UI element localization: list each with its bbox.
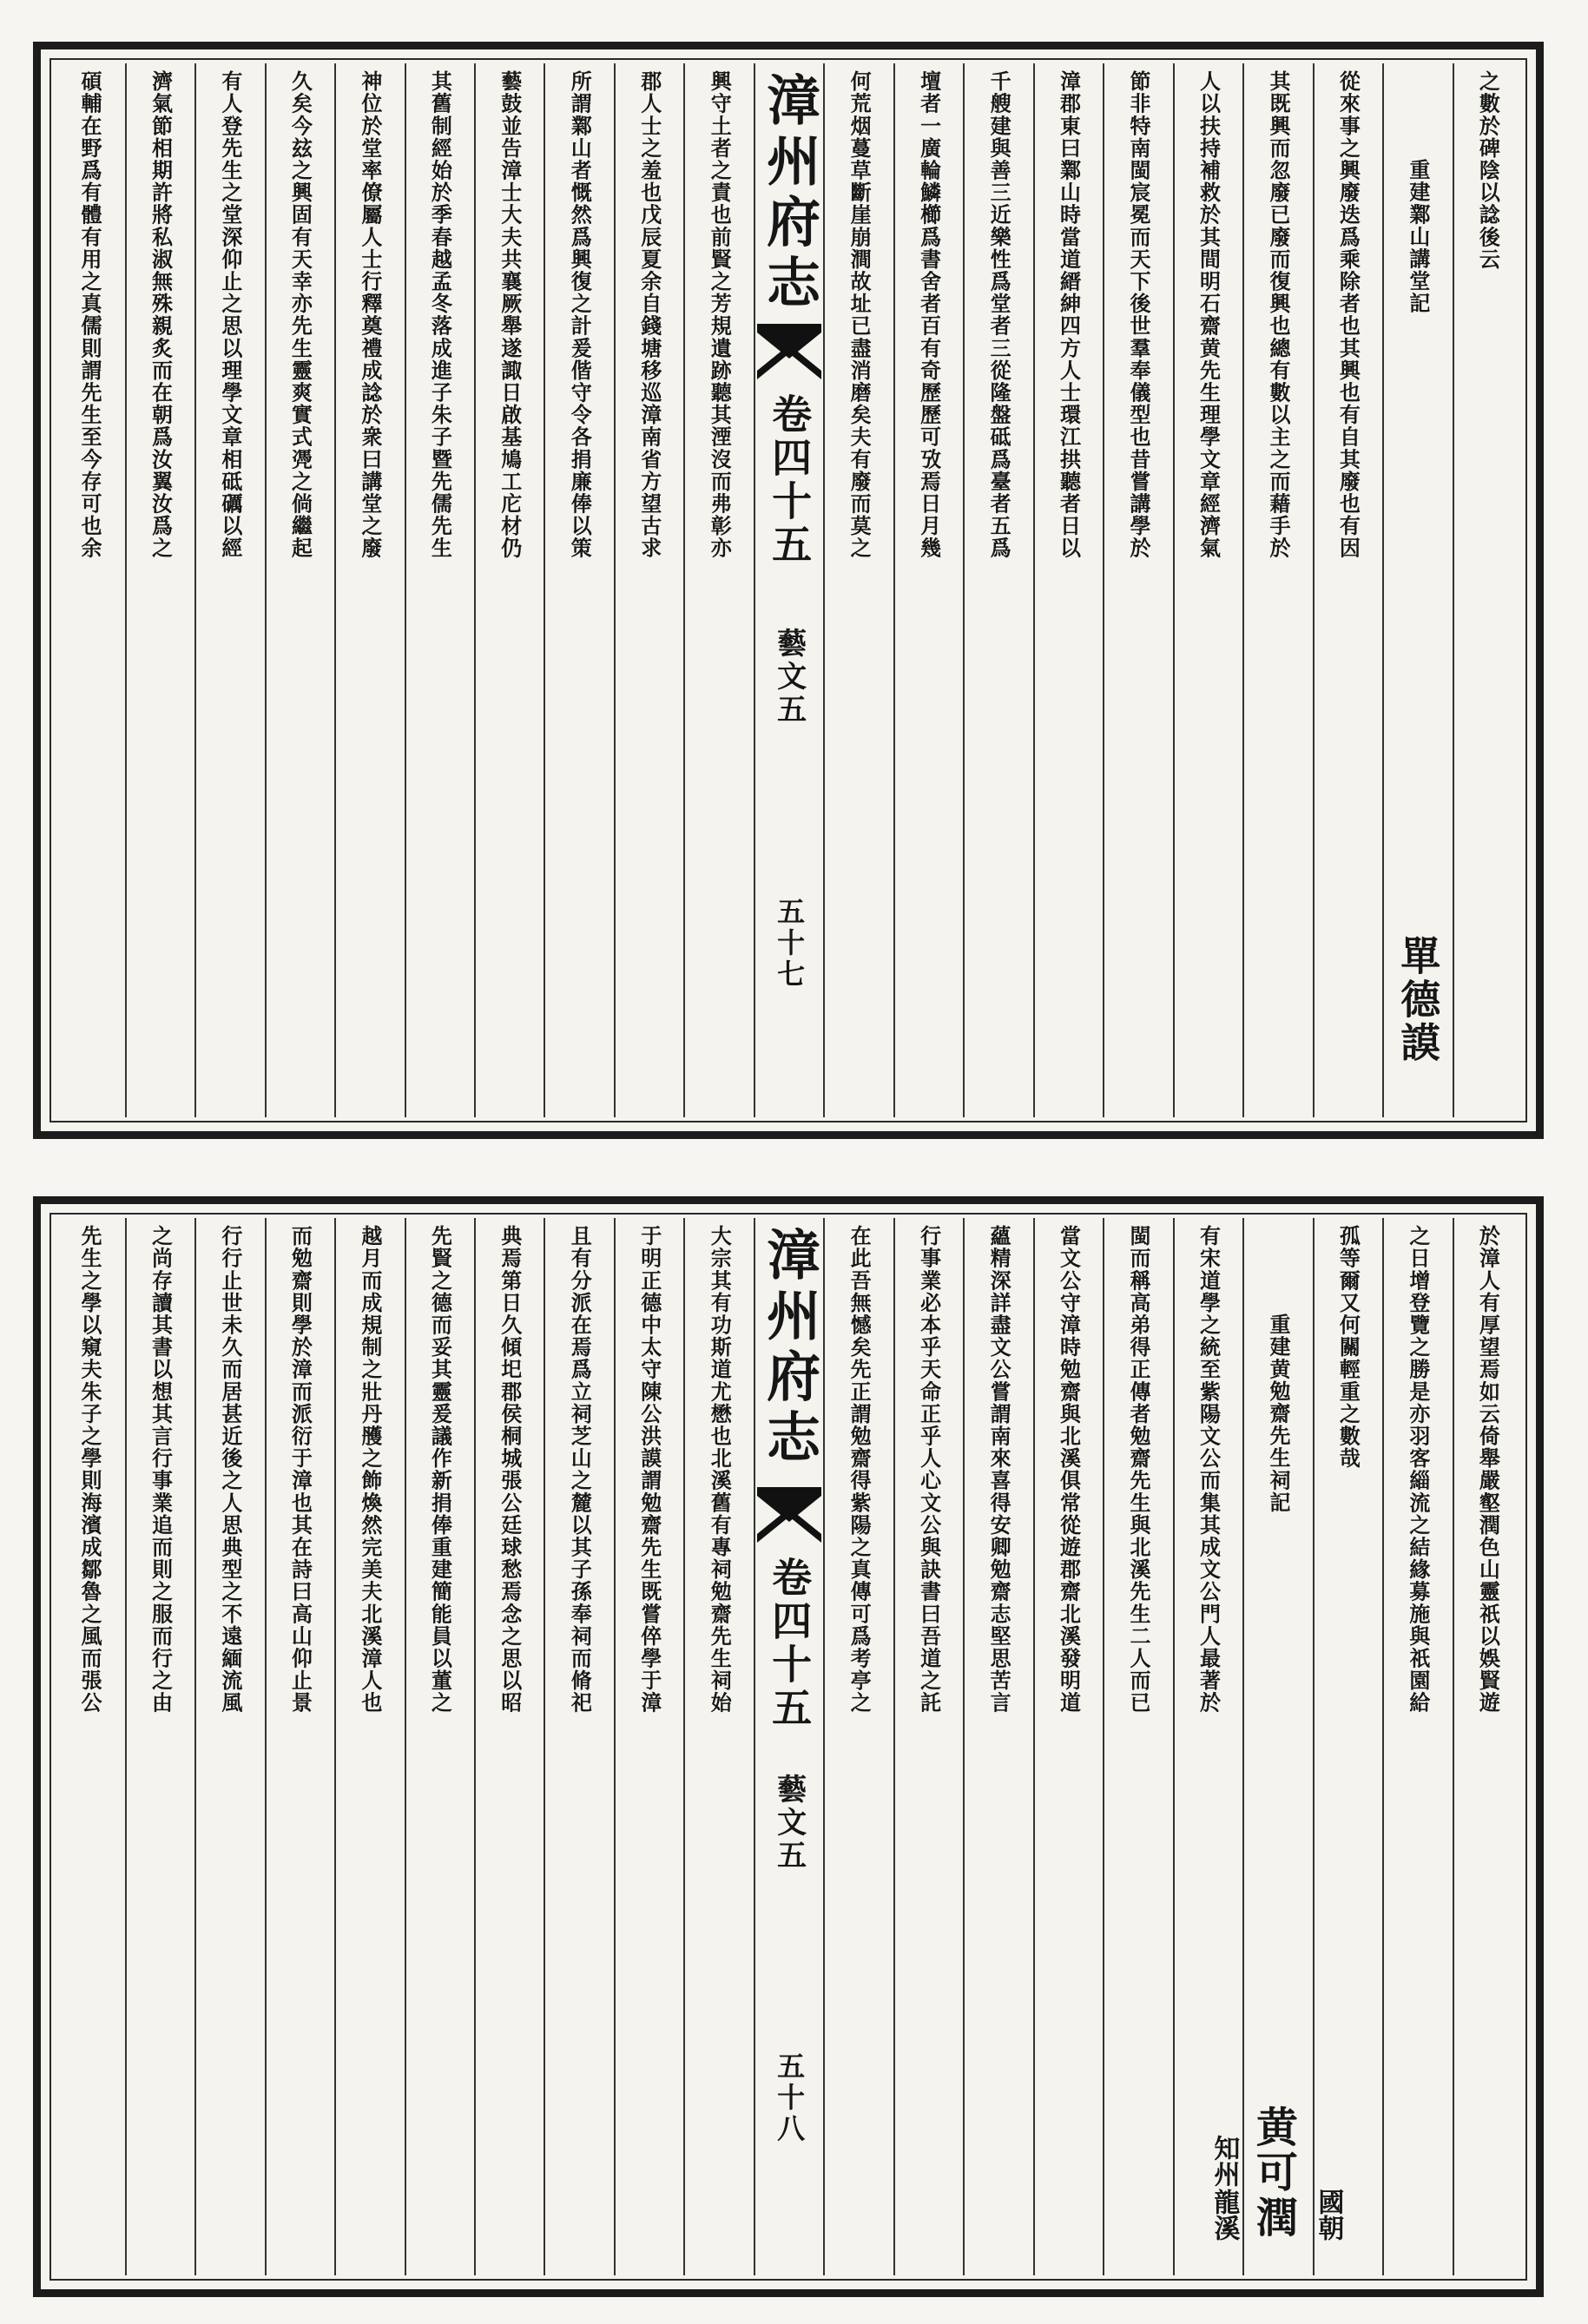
- column-text: 興守土者之責也前賢之芳規遺跡聽其湮沒而弗彰亦: [707, 70, 733, 560]
- column-text: 之數於碑陰以諗後云: [1475, 70, 1501, 271]
- column: [1382, 63, 1452, 1117]
- column: [55, 63, 124, 1117]
- column-text: 碩輔在野爲有體有用之真儒則謂先生至今存可也余: [76, 70, 102, 560]
- column: [1313, 63, 1382, 1117]
- column: [334, 63, 404, 1117]
- fish-tail-mark-icon: [757, 1487, 821, 1543]
- top-page: [33, 42, 1544, 1139]
- section-name: 藝文五: [771, 628, 807, 727]
- column-text: 節非特南閩宸冕而天下後世羣奉儀型也昔嘗講學於: [1126, 70, 1152, 560]
- column-text: 其既興而忽廢已廢而復興也總有數以主之而藉手於: [1265, 70, 1291, 560]
- column: [265, 63, 334, 1117]
- column-text: 壇者一廣輪鱗櫛爲書舍者百有奇歷歷可攷焉日月幾: [916, 70, 942, 560]
- column-text: 所謂鄴山者慨然爲興復之計爰偕守令各捐廉俸以策: [567, 70, 593, 560]
- page-number: 五十八: [773, 2051, 807, 2145]
- column: [1382, 1218, 1452, 2275]
- author-note-line: 龍溪: [1209, 2189, 1240, 2241]
- column: [405, 63, 474, 1117]
- column-text: 越月而成規制之壯丹雘之飾煥然完美夫北溪漳人也: [357, 1225, 383, 1715]
- column-text: 千艘建與善三近樂性爲堂者三從隆盤砥爲臺者五爲: [986, 70, 1012, 560]
- essay-title: 重建黄勉齋先生祠記: [1265, 1313, 1291, 1514]
- fish-tail-mark-icon: [757, 324, 821, 379]
- column: [1033, 63, 1103, 1117]
- column-text: 有人登先生之堂深仰止之思以理學文章相砥礪以經: [217, 70, 243, 560]
- column-text: 有宋道學之統至紫陽文公而集其成文公門人最著於: [1196, 1225, 1222, 1715]
- column: [544, 1218, 613, 2275]
- column-text: 何荒烟蔓草斷崖崩澗故址已盡消磨矣夫有廢而莫之: [847, 70, 873, 560]
- column: [893, 63, 963, 1117]
- column-text: 而勉齋則學於漳而派衍于漳也其在詩曰高山仰止景: [287, 1225, 313, 1715]
- column-text: 孤等爾又何關輕重之數哉: [1335, 1225, 1361, 1470]
- center-heading-column: [754, 1218, 823, 2275]
- column: [1033, 1218, 1103, 2275]
- column-text: 行行止世未久而居甚近後之人思典型之不遠緬流風: [217, 1225, 243, 1715]
- column-text: 人以扶持補救於其間明石齋黄先生理學文章經濟氣: [1196, 70, 1222, 560]
- column-text: 先生之學以窺夫朱子之學則海濱成鄒魯之風而張公: [76, 1225, 102, 1715]
- book-title: 漳州府志: [757, 72, 821, 315]
- author-note-line: 知州: [1209, 2135, 1240, 2187]
- column-text: 當文公守漳時勉齋與北溪俱常從遊郡齋北溪發明道: [1056, 1225, 1082, 1715]
- column-text: 大宗其有功斯道尤懋也北溪舊有專祠勉齋先生祠始: [707, 1225, 733, 1715]
- book-title: 漳州府志: [757, 1227, 821, 1470]
- column: [893, 1218, 963, 2275]
- column: [1173, 1218, 1242, 2275]
- column: [963, 1218, 1032, 2275]
- column: [474, 1218, 544, 2275]
- column-text: 先賢之德而妥其靈爰議作新捐俸重建簡能員以董之: [427, 1225, 453, 1715]
- column: [683, 1218, 753, 2275]
- column: [614, 1218, 683, 2275]
- column-text: 藝鼓並告漳士大夫共襄厥舉遂諏日啟基鳩工庀材仍: [497, 70, 523, 560]
- column: [1103, 1218, 1172, 2275]
- column-text: 閩而稱高弟得正傳者勉齋先生與北溪先生二人而已: [1126, 1225, 1152, 1715]
- column: [1453, 63, 1522, 1117]
- column: [1103, 63, 1172, 1117]
- column-text: 行事業必本乎天命正乎人心文公與訣書曰吾道之託: [916, 1225, 942, 1715]
- column: [265, 1218, 334, 2275]
- top-columns: [55, 63, 1522, 1117]
- column-text: 漳郡東曰鄴山時當道縉紳四方人士環江拱聽者日以: [1056, 70, 1082, 560]
- column: [1242, 63, 1312, 1117]
- column-text: 蘊精深詳盡文公嘗謂南來喜得安卿勉齋志堅思苦言: [986, 1225, 1012, 1715]
- column-text: 神位於堂率僚屬人士行釋奠禮成諗於衆曰講堂之廢: [357, 70, 383, 560]
- page-number: 五十七: [773, 897, 807, 991]
- dynasty-marker: 國朝: [1313, 2189, 1344, 2241]
- bottom-columns: [55, 1218, 1522, 2275]
- column: [1173, 63, 1242, 1117]
- column-text: 在此吾無憾矣先正謂勉齋得紫陽之真傳可爲考亭之: [847, 1225, 873, 1715]
- column: [823, 1218, 893, 2275]
- column: [55, 1218, 124, 2275]
- center-heading-column: [754, 63, 823, 1117]
- column: [683, 63, 753, 1117]
- column: [125, 1218, 194, 2275]
- column-text: 久矣今玆之興固有天幸亦先生靈爽實式凴之倘繼起: [287, 70, 313, 560]
- bottom-page: [33, 1196, 1544, 2297]
- section-name: 藝文五: [771, 1774, 807, 1873]
- column: [334, 1218, 404, 2275]
- column: [1453, 1218, 1522, 2275]
- column-text: 郡人士之羞也戊辰夏余自錢塘移巡漳南省方望古求: [636, 70, 662, 560]
- column: [194, 1218, 264, 2275]
- column-text: 其舊制經始於季春越孟冬落成進子朱子暨先儒先生: [427, 70, 453, 560]
- column: [823, 63, 893, 1117]
- column: [405, 1218, 474, 2275]
- essay-title: 重建鄴山講堂記: [1405, 159, 1431, 315]
- column-text: 且有分派在焉爲立祠芝山之麓以其子孫奉祠而脩祀: [567, 1225, 593, 1715]
- column-text: 于明正德中太守陳公洪謨謂勉齋先生既嘗倅學于漳: [636, 1225, 662, 1715]
- column: [474, 63, 544, 1117]
- column: [614, 63, 683, 1117]
- column: [194, 63, 264, 1117]
- column-text: 從來事之興廢迭爲乘除者也其興也有自其廢也有因: [1335, 70, 1361, 560]
- essay-author: 黄可潤: [1249, 2105, 1298, 2241]
- column-text: 典焉第日久傾圯郡侯桐城張公廷球愁焉念之思以昭: [497, 1225, 523, 1715]
- column: [963, 63, 1032, 1117]
- volume-number: 卷四十五: [766, 1557, 814, 1730]
- volume-number: 卷四十五: [766, 393, 814, 567]
- essay-author: 單德謨: [1394, 935, 1442, 1065]
- column-text: 濟氣節相期許將私淑無殊親炙而在朝爲汝翼汝爲之: [148, 70, 174, 560]
- column-text: 之日增登覽之勝是亦羽客緇流之結緣募施與祇園給: [1405, 1225, 1431, 1715]
- column: [125, 63, 194, 1117]
- column-text: 於漳人有厚望焉如云倚舉嚴壑潤色山靈祇以娛賢遊: [1475, 1225, 1501, 1715]
- column-text: 之尚存讀其書以想其言行事業追而則之服而行之由: [148, 1225, 174, 1715]
- column: [544, 63, 613, 1117]
